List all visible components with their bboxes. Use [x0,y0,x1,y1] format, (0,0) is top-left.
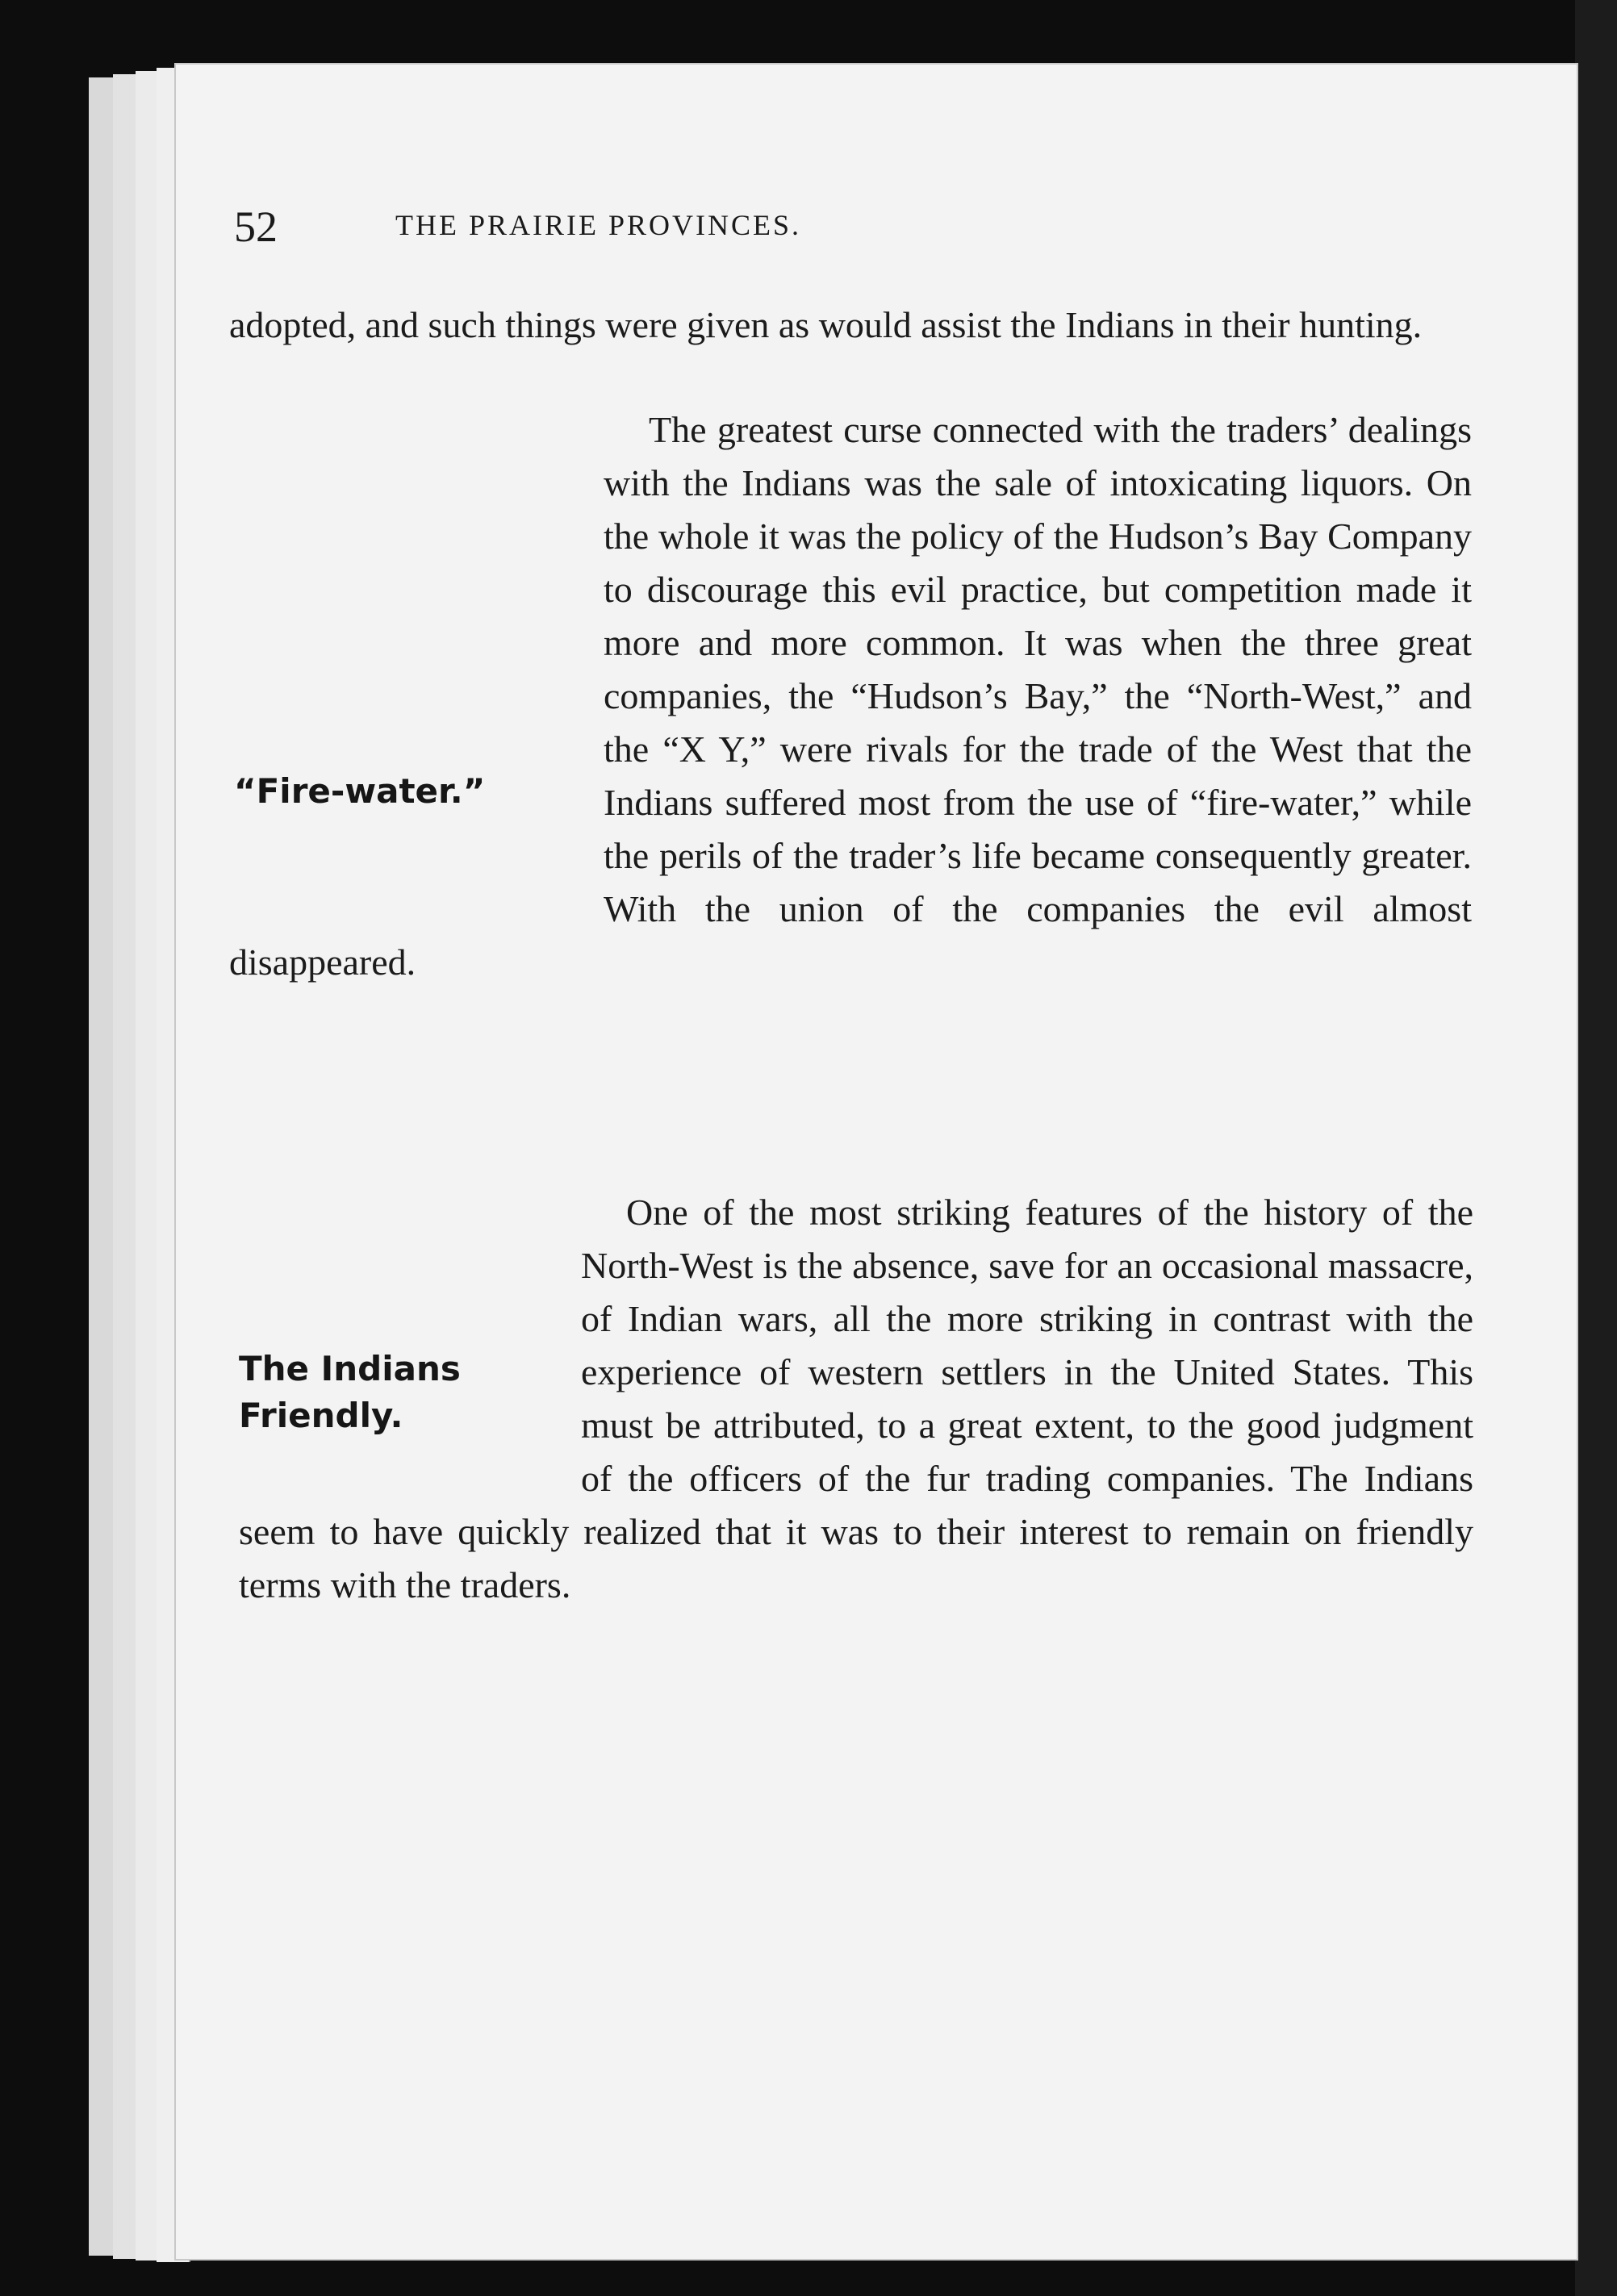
book-spine [1575,0,1617,2296]
sidenote-line: Friendly. [239,1396,403,1435]
paragraph-text: The greatest curse connected with the traders’ dealings with the Indians was the sale of intoxicating liquors. On the whole it was the policy of the Hudson’s Bay Company to discourage this evil practice, but competition made it more and more common. It was when the three great companies, the “Hudson’s Bay,” the “North-West,” and the “X Y,” were rivals for the trade of the West that the Indians suffered most from the use of “fire-water,” while the perils of the trader’s life became consequently greater. With the union of the companies the evil almost disappeared. [229,409,1472,983]
sidenote-fire-water: “Fire-water.” [234,771,486,811]
paragraph-continued: adopted, and such things were given as would assist the Indians in their hunting. [229,304,1423,345]
book-page [174,63,1578,2261]
running-title: THE PRAIRIE PROVINCES. [395,209,802,241]
sidenote-indians-friendly [239,1346,461,1439]
paragraph-text: One of the most striking features of the history of the North-West is the absence, save for an occasional massacre, of Indian wars, all the more striking in contrast with the experience of western settlers in the United States. This must be attributed, to a great extent, to the good judgment of the officers of the fur trading companies. The Indians seem to have quickly realized that it was to their interest to remain on friendly terms with the traders. [239,1192,1473,1605]
page-number: 52 [234,202,278,251]
paragraph-fire-water [229,403,1472,989]
sidenote-line: The Indians [239,1349,461,1388]
running-head [234,202,1041,250]
